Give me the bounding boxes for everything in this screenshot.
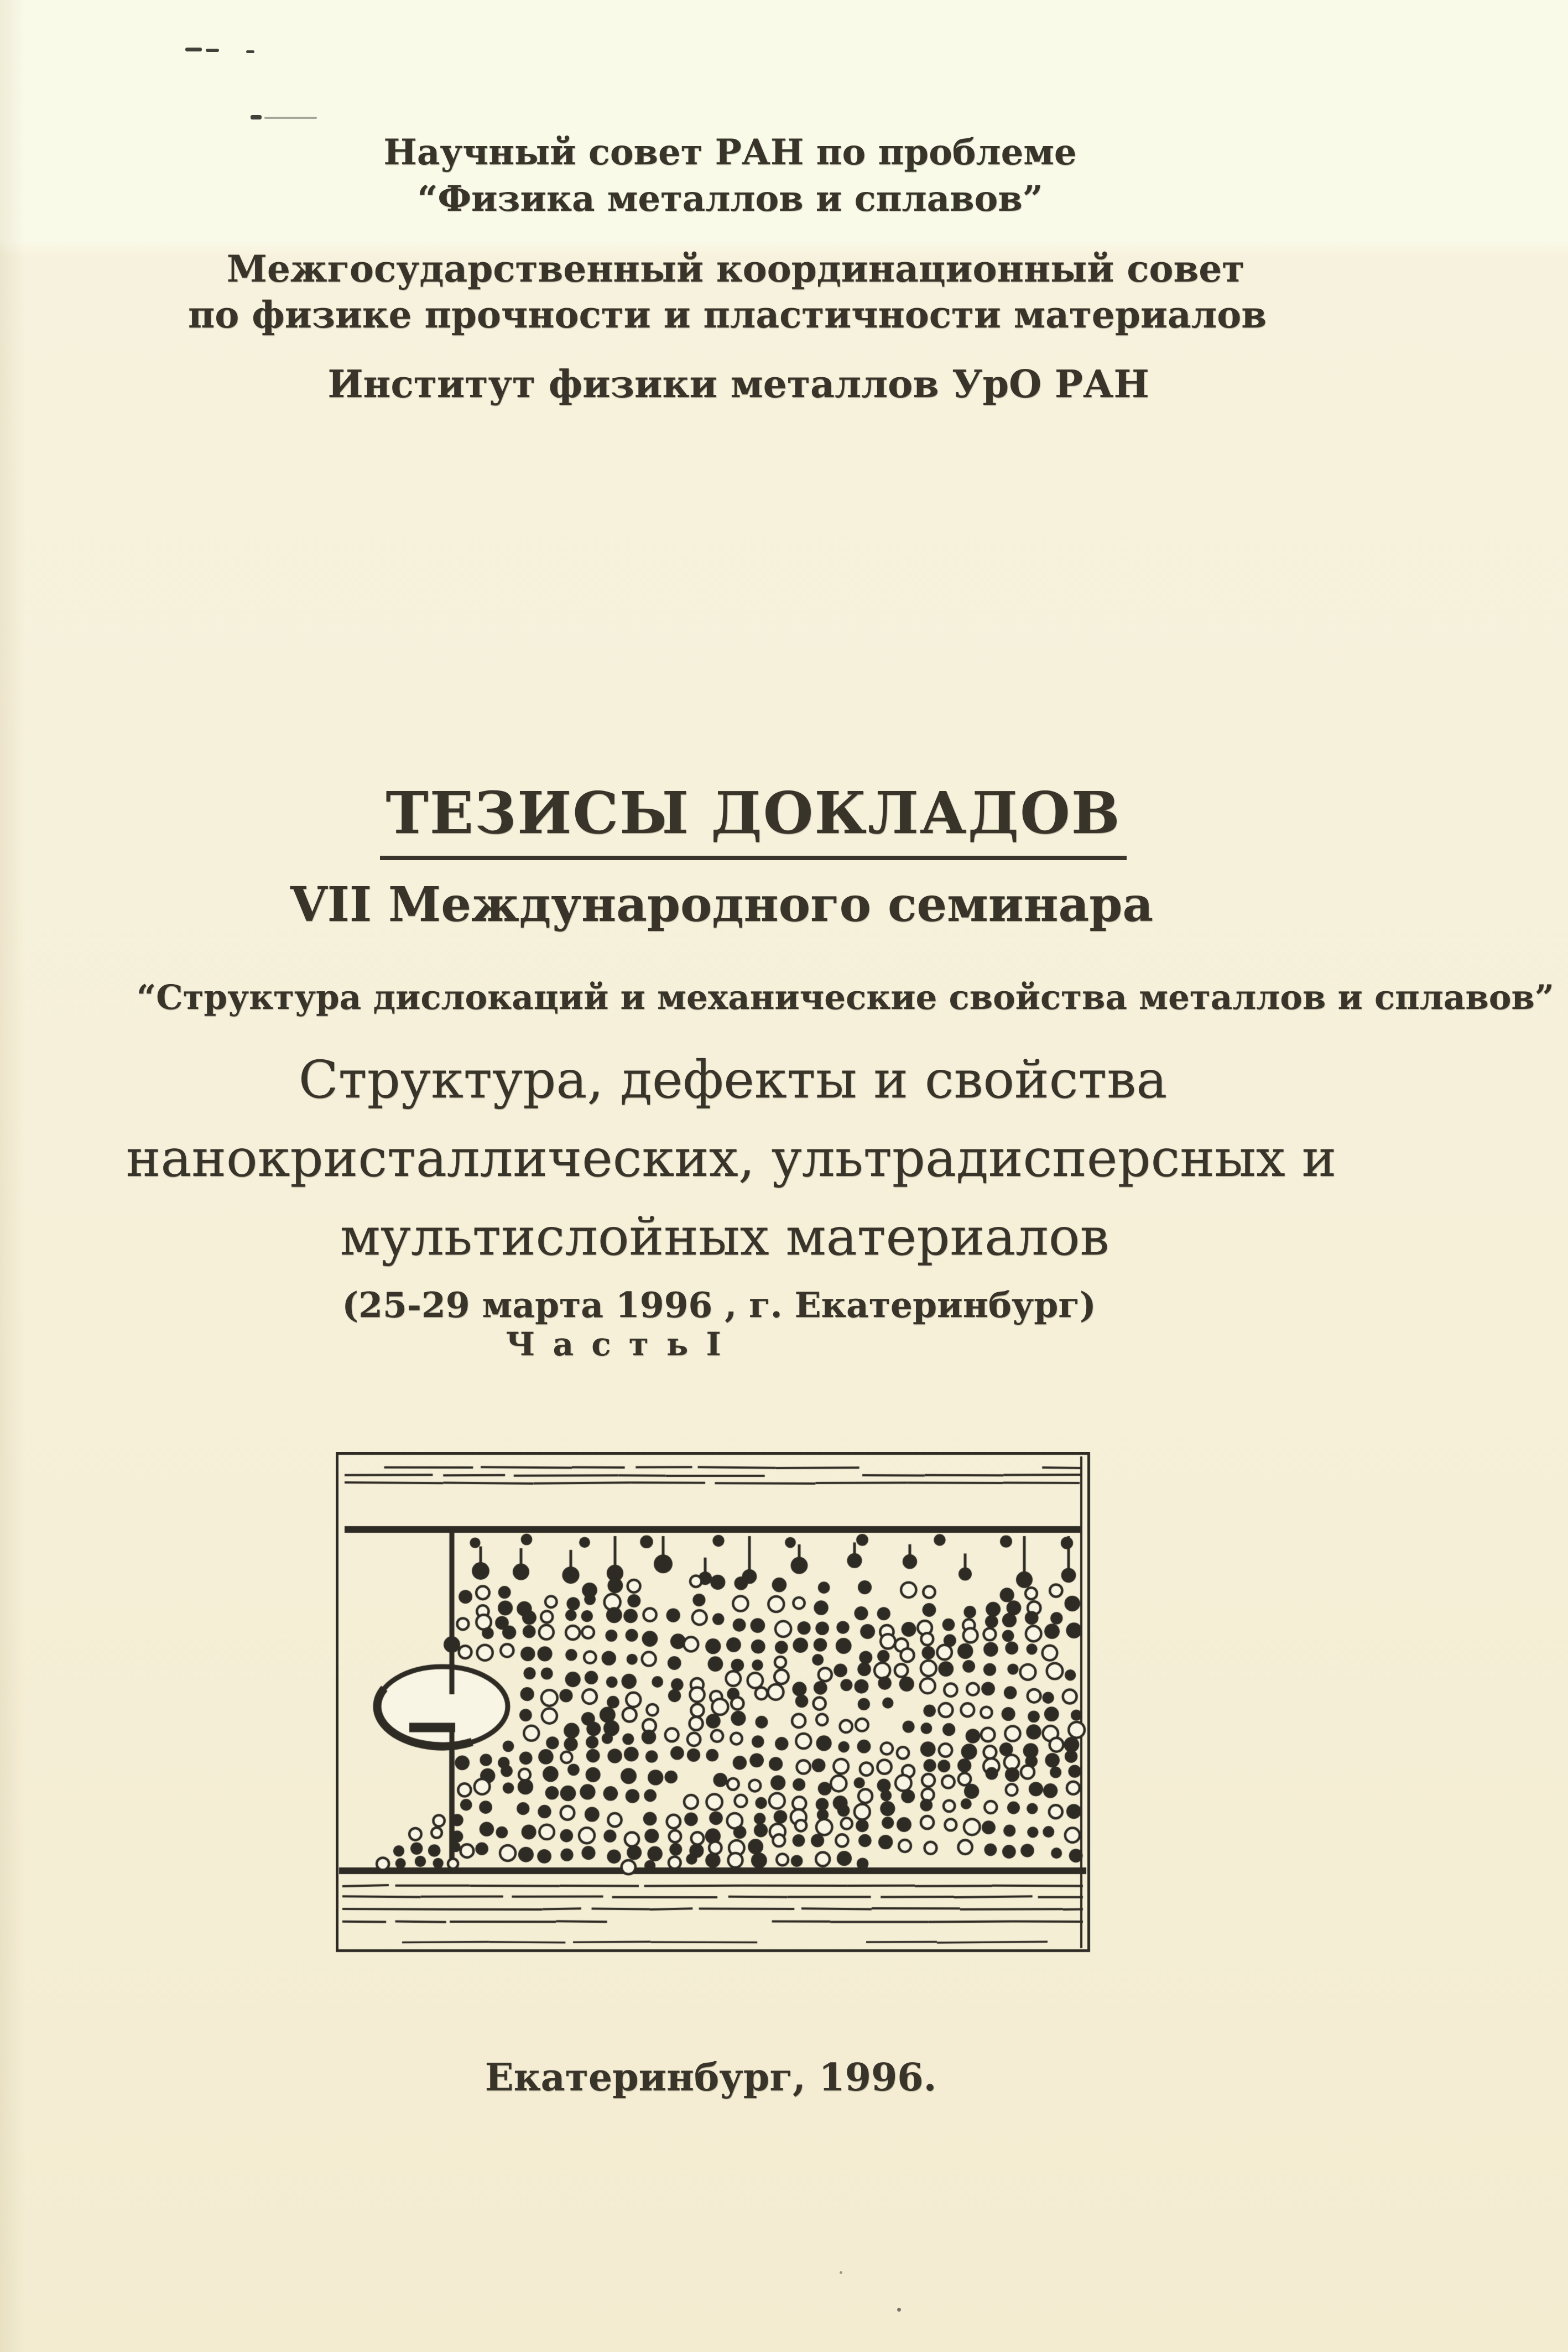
organization-line-4: по физике прочности и пластичности материалов xyxy=(187,293,1267,336)
seminar-quote: “Структура дислокаций и механические свойства металлов и сплавов” xyxy=(137,978,1554,1017)
scan-artifact-dash xyxy=(264,117,317,119)
seminar-subtitle: VII Международного семинара xyxy=(290,877,1154,933)
topic-title-line-2: нанокристаллических, ультрадисперсных и xyxy=(126,1128,1337,1189)
organization-line-3: Межгосударственный координационный совет xyxy=(226,247,1245,290)
institute-line: Институт физики металлов УрО РАН xyxy=(327,362,1149,407)
scan-artifact-dash xyxy=(246,50,254,53)
main-title xyxy=(117,779,1389,860)
organization-line-2: “Физика металлов и сплавов” xyxy=(417,178,1043,220)
organization-line-1: Научный совет РАН по проблеме xyxy=(383,132,1077,173)
scan-artifact-dash xyxy=(251,115,262,119)
topic-title-line-1: Структура, дефекты и свойства xyxy=(298,1050,1168,1110)
date-place-line: (25-29 марта 1996 , г. Екатеринбург) xyxy=(342,1284,1096,1325)
scan-artifact-dash xyxy=(185,48,202,51)
main-title-text: ТЕЗИСЫ ДОКЛАДОВ xyxy=(380,779,1126,860)
scan-artifact-speck xyxy=(840,2271,842,2274)
scan-artifact-speck xyxy=(897,2308,901,2312)
scan-artifact-dash xyxy=(206,49,219,52)
dislocation-figure-canvas xyxy=(336,1452,1091,1953)
imprint-line: Екатеринбург, 1996. xyxy=(485,2056,937,2100)
dislocation-figure xyxy=(336,1452,1091,1953)
part-label: Ч а с т ь I xyxy=(506,1325,725,1363)
topic-title-line-3: мультислойных материалов xyxy=(340,1207,1109,1267)
